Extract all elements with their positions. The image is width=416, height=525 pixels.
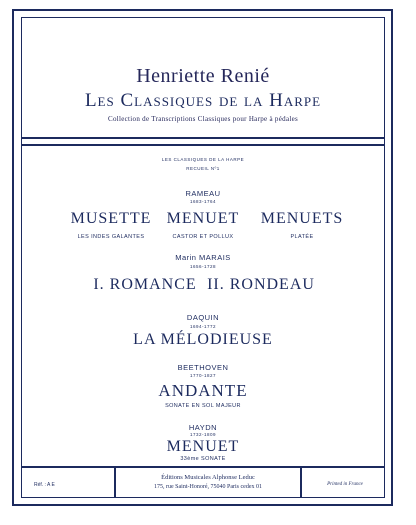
piece-source: 33ème SONATE [180, 456, 226, 462]
publisher-address: 175, rue Saint-Honoré, 75040 Paris cedex 01 [154, 484, 262, 490]
composer-dates: 1694-1772 [189, 324, 217, 329]
composer-dates: 1656-1728 [189, 264, 217, 269]
piece-title: MENUET [166, 210, 240, 227]
composer-dates: 1732-1809 [189, 432, 217, 437]
collection-caption: LES CLASSIQUES DE LA HARPE [161, 157, 245, 162]
composer-haydn: HAYDN [188, 423, 218, 432]
piece-title: MENUETS [260, 210, 344, 227]
printed-in-note: Printed in France [327, 482, 363, 487]
piece-source: PLATÉE [290, 234, 314, 240]
footer-divider [21, 466, 385, 468]
series-title: Les Classiques de la Harpe [84, 90, 322, 111]
reference-code: Réf. : A E [34, 482, 55, 488]
piece-title: MUSETTE [70, 210, 152, 227]
piece-source: CASTOR ET POLLUX [172, 234, 234, 240]
composer-dates: 1770-1827 [189, 373, 217, 378]
composer-beethoven: BEETHOVEN [177, 363, 229, 372]
author-name: Henriette Renié [136, 65, 270, 87]
footer-separator-right [300, 466, 302, 497]
composer-dates: 1683-1764 [189, 199, 217, 204]
piece-title: I. ROMANCE [93, 276, 197, 293]
piece-title: ANDANTE [158, 381, 248, 400]
composer-rameau: RAMEAU [185, 189, 221, 198]
piece-source: SONATE EN SOL MAJEUR [165, 403, 241, 409]
piece-title: LA MÉLODIEUSE [133, 331, 273, 348]
composer-marais: Marin MARAIS [175, 253, 231, 262]
footer-separator-left [114, 466, 116, 497]
series-subtitle: Collection de Transcriptions Classiques pour Harpe à pédales [107, 115, 299, 123]
header-divider-2 [21, 144, 385, 146]
publisher-name: Éditions Musicales Alphonse Leduc [161, 474, 255, 481]
piece-title: II. RONDEAU [207, 276, 315, 293]
composer-daquin: DAQUIN [186, 313, 220, 322]
collection-number: RECUEIL Nº1 [186, 166, 220, 171]
piece-title: MENUET [166, 438, 240, 455]
header-divider [21, 137, 385, 139]
piece-source: LES INDES GALANTES [77, 234, 145, 240]
